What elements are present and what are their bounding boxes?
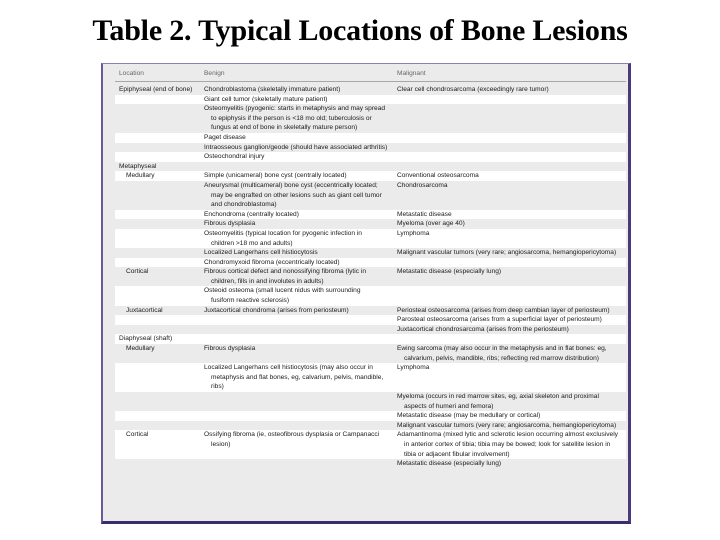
cell-location: [115, 95, 202, 105]
cell-location: [115, 392, 202, 411]
cell-line: Osteomyelitis (typical location for pyogenic infection in: [204, 229, 362, 237]
table-row: [115, 85, 626, 95]
cell-benign: [202, 229, 395, 248]
cell-malignant: [395, 286, 626, 305]
cell-malignant: [395, 171, 626, 181]
cell-line: calvarium, pelvis, mandible, ribs; reflecting red marrow distribution): [404, 354, 599, 362]
cell-location: [115, 219, 202, 229]
cell-benign: [202, 219, 395, 229]
cell-line: Metastatic disease (especially lung): [397, 460, 502, 468]
cell-line: fusiform reactive sclerosis): [211, 297, 290, 305]
table-row: [115, 181, 626, 210]
cell-malignant: [395, 344, 626, 363]
cell-line: Lymphoma: [397, 229, 430, 237]
cell-line: Chondrosarcoma: [397, 181, 448, 189]
cell-line: Localized Langerhans cell histiocytosis: [204, 249, 318, 257]
table-row: [115, 248, 626, 258]
table-row: [115, 258, 626, 268]
cell-location: Epiphyseal (end of bone): [119, 86, 193, 93]
cell-benign: [202, 421, 395, 431]
cell-malignant: [395, 258, 626, 268]
cell-benign: [202, 325, 395, 335]
cell-line: Parosteal osteosarcoma (arises from a superficial layer of periosteum): [397, 316, 602, 324]
cell-line: Enchondroma (centrally located): [204, 210, 299, 218]
table-row: [115, 143, 626, 153]
cell-line: Intraosseous ganglion/geode (should have associated arthritis): [204, 143, 388, 151]
cell-benign: [202, 248, 395, 258]
cell-malignant: [395, 363, 626, 392]
cell-benign: [202, 162, 395, 172]
cell-benign: [202, 334, 395, 344]
cell-line: Myeloma (over age 40): [397, 220, 465, 228]
slide-title: Table 2. Typical Locations of Bone Lesions: [92, 14, 628, 47]
cell-benign: [202, 267, 395, 286]
cell-location: [115, 286, 202, 305]
table-row: [115, 162, 626, 172]
cell-line: Juxtacortical chondroma (arises from periosteum): [204, 306, 349, 314]
cell-line: Ewing sarcoma (may also occur in the metaphysis and in flat bones: eg,: [397, 345, 607, 353]
cell-location: [115, 152, 202, 162]
cell-malignant: [395, 411, 626, 421]
cell-line: Adamantinoma (mixed lytic and sclerotic lesion occurring almost exclusively: [397, 431, 618, 439]
cell-line: Periosteal osteosarcoma (arises from deep cambian layer of periosteum): [397, 306, 610, 314]
table-row: [115, 334, 626, 344]
cell-location: Medullary: [126, 172, 155, 180]
cell-location: [115, 258, 202, 268]
cell-location: [115, 421, 202, 431]
cell-line: Lymphoma: [397, 364, 430, 372]
cell-malignant: [395, 459, 626, 469]
cell-location: [115, 143, 202, 153]
header-benign: Benign: [204, 69, 225, 77]
cell-line: metaphysis and flat bones, eg, calvarium, pelvis, mandible,: [211, 373, 384, 381]
cell-location: [115, 229, 202, 248]
cell-line: Ossifying fibroma (ie, osteofibrous dysplasia or Campanacci: [204, 431, 380, 439]
cell-benign: [202, 104, 395, 133]
cell-line: children >18 mo and adults): [211, 239, 293, 247]
cell-benign: [202, 171, 395, 181]
cell-location: Cortical: [126, 431, 149, 439]
cell-malignant: [395, 392, 626, 411]
cell-location: Metaphyseal: [119, 162, 157, 170]
table-row: [115, 229, 626, 248]
cell-line: Metastatic disease (may be medullary or cortical): [397, 412, 541, 420]
cell-benign: [202, 258, 395, 268]
cell-line: Simple (unicameral) bone cyst (centrally located): [204, 172, 347, 180]
cell-benign: [202, 315, 395, 325]
table-row: [115, 210, 626, 220]
table-row: [115, 325, 626, 335]
cell-location: [115, 133, 202, 143]
cell-line: ribs): [211, 383, 224, 391]
cell-benign: [202, 344, 395, 363]
table-row: [115, 171, 626, 181]
cell-benign: [202, 143, 395, 153]
cell-location: [115, 315, 202, 325]
cell-location: [115, 104, 202, 133]
table-row: [115, 219, 626, 229]
cell-benign: [202, 85, 395, 95]
cell-malignant: [395, 162, 626, 172]
cell-location: [115, 210, 202, 220]
cell-line: Giant cell tumor (skeletally mature patient): [204, 95, 328, 103]
cell-line: tibia or adjacent fibular involvement): [404, 450, 510, 458]
cell-line: Metastatic disease: [397, 210, 452, 218]
header-malignant: Malignant: [397, 69, 426, 77]
cell-location: [115, 325, 202, 335]
cell-malignant: [395, 267, 626, 286]
cell-line: fungus at end of bone in skeletally mature person): [211, 124, 358, 132]
cell-benign: [202, 411, 395, 421]
table-row: [115, 133, 626, 143]
table-row: [115, 430, 626, 459]
table-row: [115, 95, 626, 105]
cell-location: [115, 459, 202, 469]
cell-line: children, fills in and involutes in adults): [211, 277, 324, 285]
cell-malignant: [395, 219, 626, 229]
cell-line: may be engrafted on other lesions such as giant cell tumor: [211, 191, 382, 199]
table-row: [115, 392, 626, 411]
cell-line: to epiphysis if the person is <18 mo old; tuberculosis or: [211, 114, 372, 122]
cell-malignant: [395, 315, 626, 325]
cell-location: Medullary: [126, 345, 155, 353]
cell-line: Fibrous cortical defect and nonossifying fibroma (lytic in: [204, 268, 366, 276]
cell-benign: [202, 306, 395, 316]
cell-malignant: [395, 229, 626, 248]
cell-line: Osteoid osteoma (small lucent nidus with surrounding: [204, 287, 361, 295]
cell-malignant: [395, 306, 626, 316]
cell-location: [115, 248, 202, 258]
cell-location: Diaphyseal (shaft): [119, 335, 173, 343]
table-frame: [101, 63, 631, 524]
cell-location: Cortical: [126, 268, 149, 276]
cell-line: Osteochondral injury: [204, 153, 265, 161]
table-body: [115, 85, 626, 469]
cell-line: Chondromyxoid fibroma (eccentrically located): [204, 258, 340, 266]
cell-line: Myeloma (occurs in red marrow sites, eg, axial skeleton and proximal: [397, 393, 599, 400]
cell-line: in anterior cortex of tibia; tibia may be bowed; look for satellite lesion in: [404, 440, 611, 448]
cell-malignant: [395, 325, 626, 335]
cell-malignant: [395, 334, 626, 344]
header-location: Location: [119, 69, 144, 77]
cell-malignant: [395, 210, 626, 220]
table-row: [115, 411, 626, 421]
table-row: [115, 306, 626, 316]
cell-line: Chondroblastoma (skeletally immature patient): [204, 86, 341, 93]
cell-benign: [202, 286, 395, 305]
cell-malignant: [395, 85, 626, 95]
table-row: [115, 104, 626, 133]
table-row: [115, 459, 626, 469]
table-row: [115, 421, 626, 431]
cell-line: aspects of humeri and femora): [404, 402, 494, 410]
cell-malignant: [395, 152, 626, 162]
cell-malignant: [395, 95, 626, 105]
cell-line: Paget disease: [204, 133, 246, 141]
table-row: [115, 363, 626, 392]
cell-line: Malignant vascular tumors (very rare; angiosarcoma, hemangiopericytoma): [397, 421, 617, 429]
cell-malignant: [395, 181, 626, 210]
cell-location: [115, 181, 202, 210]
cell-malignant: [395, 430, 626, 459]
cell-benign: [202, 95, 395, 105]
table-row: [115, 344, 626, 363]
cell-line: Localized Langerhans cell histiocytosis (may also occur in: [204, 364, 373, 372]
cell-location: [115, 363, 202, 392]
cell-line: Metastatic disease (especially lung): [397, 268, 502, 276]
cell-malignant: [395, 248, 626, 258]
cell-line: Fibrous dysplasia: [204, 220, 256, 228]
cell-line: Juxtacortical chondrosarcoma (arises from the periosteum): [397, 325, 569, 333]
cell-line: Clear cell chondrosarcoma (exceedingly rare tumor): [397, 86, 549, 93]
table-row: [115, 286, 626, 305]
cell-benign: [202, 459, 395, 469]
cell-benign: [202, 181, 395, 210]
cell-line: and chondroblastoma): [211, 201, 277, 209]
cell-malignant: [395, 133, 626, 143]
cell-location: [115, 411, 202, 421]
cell-line: lesion): [211, 440, 231, 448]
cell-benign: [202, 152, 395, 162]
cell-benign: [202, 392, 395, 411]
table-row: [115, 267, 626, 286]
table-row: [115, 152, 626, 162]
cell-malignant: [395, 143, 626, 153]
cell-line: Osteomyelitis (pyogenic: starts in metaphysis and may spread: [204, 105, 386, 113]
table-row: [115, 315, 626, 325]
cell-line: Fibrous dysplasia: [204, 345, 256, 353]
cell-benign: [202, 430, 395, 459]
cell-location: Juxtacortical: [126, 306, 163, 314]
cell-benign: [202, 363, 395, 392]
cell-line: Conventional osteosarcoma: [397, 172, 479, 180]
cell-benign: [202, 210, 395, 220]
cell-line: Malignant vascular tumors (very rare; angiosarcoma, hemangiopericytoma): [397, 249, 617, 257]
cell-malignant: [395, 104, 626, 133]
cell-benign: [202, 133, 395, 143]
table-header: [115, 66, 626, 82]
cell-malignant: [395, 421, 626, 431]
cell-line: Aneurysmal (multicameral) bone cyst (eccentrically located;: [204, 181, 378, 189]
bone-lesions-table: [115, 66, 626, 469]
